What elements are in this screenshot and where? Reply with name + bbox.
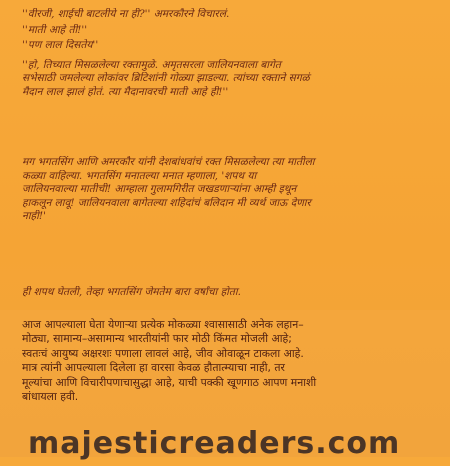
watermark: majesticreaders.com bbox=[28, 426, 401, 461]
dialogue-line: मैदान लाल झालं होतं. त्या मैदानावरची माती आहे ही!'' bbox=[22, 85, 229, 98]
reflection-line: मात्र त्यांनी आपल्याला दिलेला हा वारसा केवळ हौतात्म्याचा नाही, तर bbox=[22, 361, 285, 375]
dialogue-line: ''वीरजी, शाईची बाटलीये ना ही?'' अमरकौरने विचारलं. bbox=[22, 8, 230, 20]
reflection-line: मूल्यांचा आणि विचारीपणाचासुद्धा आहे, याची पक्की खूणगाठ आपण मनाशी bbox=[22, 375, 317, 389]
oath-line: मग भगतसिंग आणि अमरकौर यांनी देशबांधवांचं रक्त मिसळलेल्या त्या मातीला bbox=[22, 156, 315, 168]
oath-paragraph bbox=[22, 156, 438, 224]
closing-line bbox=[22, 286, 438, 300]
oath-line: कळ्या वाहिल्या. भगतसिंग मनातल्या मनात म्हणाला, 'शपथ या bbox=[22, 169, 257, 182]
reflection-line: मोठ्या, सामान्य–असामान्य भारतीयांनी फार मोठी किंमत मोजली आहे; bbox=[22, 332, 292, 346]
dialogue-line: ''पण लाल दिसतेय'' bbox=[22, 39, 99, 52]
reflection-line: स्वतःचं आयुष्य अक्षरशः पणाला लावलं आहे, जीव ओवाळून टाकला आहे. bbox=[22, 346, 304, 360]
reflection-line: आज आपल्याला घेता येणाऱ्या प्रत्येक मोकळ्या श्वासासाठी अनेक लहान– bbox=[22, 318, 304, 331]
oath-line: जालियनवाल्या मातीची! आम्हाला गुलामगिरीत जखडणाऱ्यांना आम्ही इथून bbox=[22, 183, 297, 196]
reflection-line: बांधायला हवी. bbox=[22, 390, 79, 404]
dialogue-line: सभेसाठी जमलेल्या लोकांवर ब्रिटिशांनी गोळ्या झाडल्या. त्यांच्या रक्ताने सगळं bbox=[22, 72, 310, 85]
oath-line: हाकलून लावू! जालियनवाला बागेतल्या शहिदांचं बलिदान मी व्यर्थ जाऊ देणार bbox=[22, 196, 311, 209]
reflection-paragraph bbox=[22, 318, 438, 404]
dialogue-line: ''हो, तिच्यात मिसळलेल्या रक्तामुळे. अमृतसरला जालियनवाला बागेत bbox=[22, 58, 281, 71]
closing-text: ही शपथ घेतली, तेव्हा भगतसिंग जेमतेम बारा वर्षांचा होता. bbox=[22, 286, 241, 298]
oath-line: नाही!' bbox=[22, 210, 46, 223]
dialogue-block bbox=[22, 8, 438, 100]
dialogue-line: ''माती आहे ती!'' bbox=[22, 23, 88, 36]
